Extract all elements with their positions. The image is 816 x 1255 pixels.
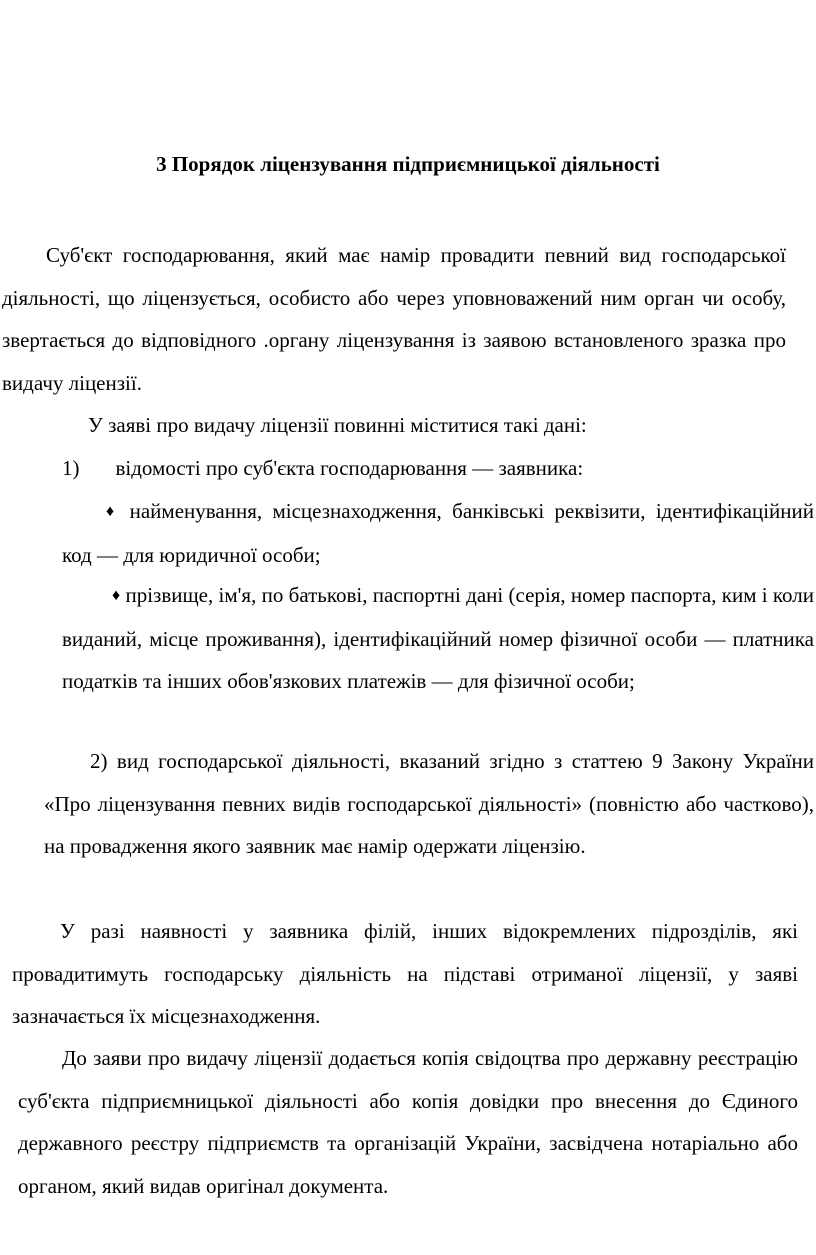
- list-item-1-number: 1): [62, 456, 80, 480]
- bullet-item-1: [62, 490, 814, 576]
- list-item-2: 2) вид господарської діяльності, вказаний згідно з статтею 9 Закону України «Про ліцензування певних видів господарської діяльності» (повністю або частково), на провадження якого заявник має намір одержати ліцензію.: [44, 749, 814, 858]
- diamond-bullet-icon: ♦: [112, 587, 121, 604]
- list-item-1: [62, 447, 802, 490]
- attachment-paragraph: До заяви про видачу ліцензії додається копія свідоцтва про державну реєстрацію суб'єкта підприємницької діяльності або копія довідки про внесення до Єдиного державного реєстру підприємств та організацій України, засвідчена нотаріально або органом, який видав оригінал документа.: [18, 1046, 798, 1198]
- diamond-bullet-icon: ♦: [106, 503, 120, 520]
- branches-paragraph: У разі наявності у заявника філій, інших відокремлених підрозділів, які провадитимуть господарську діяльність на підставі отриманої ліцензії, у заяві зазначається їх місцезнаходження.: [12, 919, 798, 1028]
- section-heading: 3 Порядок ліцензування підприємницької діяльності: [156, 152, 660, 176]
- bullet-item-2-text: прізвище, ім'я, по батькові, паспортні дані (серія, номер паспорта, ким і коли виданий, місце проживання), ідентифікаційний номер фізичної особи — платника податків та інших обов'язкових платежів — для фізичної особи;: [62, 583, 814, 693]
- bullet-item-2: [62, 574, 814, 703]
- data-intro-paragraph: У заяві про видачу ліцензії повинні міститися такі дані:: [88, 413, 587, 437]
- list-item-1-text: відомості про суб'єкта господарювання — заявника:: [115, 456, 584, 480]
- intro-paragraph: Суб'єкт господарювання, який має намір провадити певний вид господарської діяльності, що ліцензується, особисто або через уповноважений ним орган чи особу, звертається до відповідного .органу ліцензування із заявою встановленого зразка про видачу ліцензії.: [2, 243, 786, 395]
- bullet-item-1-text: найменування, місцезнаходження, банківські реквізити, ідентифікаційний код — для юридичної особи;: [62, 499, 814, 567]
